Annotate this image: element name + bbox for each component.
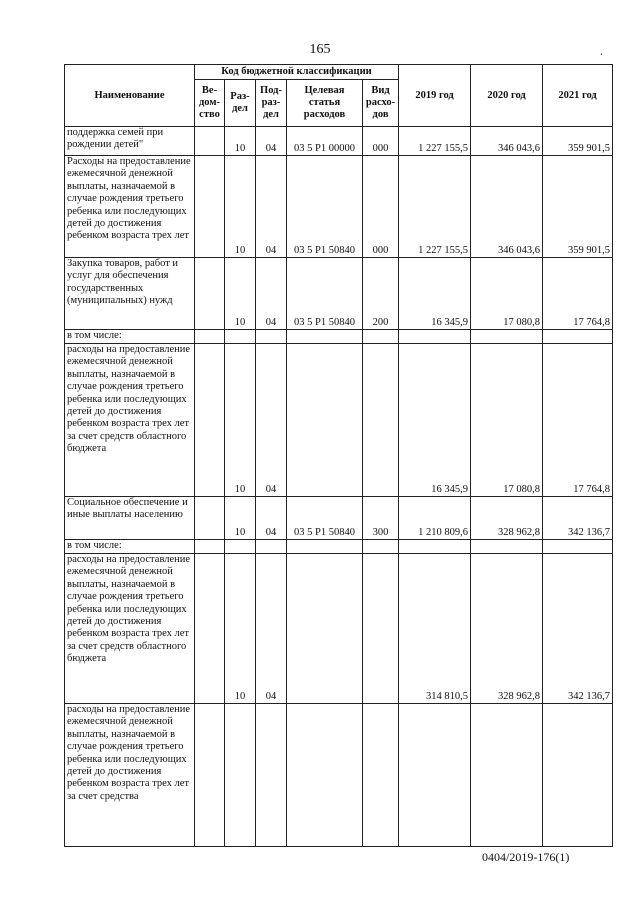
cell-razdel: 10 [225,344,256,497]
header-podrazdel: Под- раз- дел [256,80,287,127]
cell-razdel: 10 [225,497,256,540]
cell-2019: 1 210 809,6 [399,497,471,540]
header-2020: 2020 год [471,65,543,127]
cell-2020: 17 080,8 [471,344,543,497]
header-celevaya: Целевая статья расходов [287,80,363,127]
budget-table [64,64,613,847]
cell-2020: 328 962,8 [471,554,543,704]
cell-podrazdel: 04 [256,554,287,704]
cell-2019 [399,704,471,847]
cell-vid: 200 [363,258,399,330]
cell-2020 [471,704,543,847]
cell-name: расходы на предоставление ежемесячной денежной выплаты, назначаемой в случае рождения третьего ребенка или последующих детей до достижения ребенком возраста трех лет за счет средства [65,704,195,847]
cell-2021: 359 901,5 [543,156,613,258]
cell-2021: 17 764,8 [543,258,613,330]
cell-razdel: 10 [225,258,256,330]
header-vid: Вид расхо- дов [363,80,399,127]
cell-2019 [399,540,471,554]
table-row [65,554,613,704]
cell-razdel [225,540,256,554]
cell-name: поддержка семей при рождении детей" [65,127,195,156]
cell-2021: 342 136,7 [543,554,613,704]
cell-2020: 17 080,8 [471,258,543,330]
cell-celevaya: 03 5 P1 50840 [287,497,363,540]
cell-razdel [225,704,256,847]
table-row [65,258,613,330]
header-2019: 2019 год [399,65,471,127]
cell-celevaya [287,330,363,344]
cell-vid [363,554,399,704]
cell-vid: 000 [363,127,399,156]
cell-vedomstvo [195,540,225,554]
cell-celevaya: 03 5 P1 00000 [287,127,363,156]
cell-name: Расходы на предоставление ежемесячной денежной выплаты, назначаемой в случае рождения третьего ребенка или последующих детей до достижения ребенком возраста трех лет [65,156,195,258]
table-row [65,344,613,497]
cell-podrazdel: 04 [256,344,287,497]
cell-celevaya [287,344,363,497]
cell-podrazdel [256,330,287,344]
cell-celevaya [287,704,363,847]
table-row [65,330,613,344]
cell-2021 [543,540,613,554]
cell-2019: 1 227 155,5 [399,127,471,156]
cell-2020: 328 962,8 [471,497,543,540]
cell-vedomstvo [195,704,225,847]
header-classification-group: Код бюджетной классификации [195,65,399,80]
cell-razdel: 10 [225,156,256,258]
cell-celevaya [287,540,363,554]
cell-razdel: 10 [225,554,256,704]
cell-name: расходы на предоставление ежемесячной денежной выплаты, назначаемой в случае рождения третьего ребенка или последующих детей до достижения ребенком возраста трех лет за счет средств областного бюджета [65,344,195,497]
cell-vedomstvo [195,127,225,156]
cell-podrazdel: 04 [256,127,287,156]
cell-2021 [543,704,613,847]
cell-vid [363,330,399,344]
table-body [65,127,613,847]
cell-vedomstvo [195,554,225,704]
page-mark: . [600,44,603,58]
cell-vedomstvo [195,258,225,330]
cell-vid [363,344,399,497]
cell-2019: 16 345,9 [399,344,471,497]
cell-2019: 1 227 155,5 [399,156,471,258]
cell-celevaya [287,554,363,704]
cell-2020 [471,330,543,344]
cell-podrazdel: 04 [256,258,287,330]
cell-2021: 359 901,5 [543,127,613,156]
cell-razdel: 10 [225,127,256,156]
cell-2019 [399,330,471,344]
table-row [65,704,613,847]
document-code: 0404/2019-176(1) [482,850,570,864]
cell-podrazdel [256,704,287,847]
cell-celevaya: 03 5 P1 50840 [287,258,363,330]
cell-name: расходы на предоставление ежемесячной денежной выплаты, назначаемой в случае рождения третьего ребенка или последующих детей до достижения ребенком возраста трех лет за счет средств областного бюджета [65,554,195,704]
cell-2021 [543,330,613,344]
table-row [65,497,613,540]
header-razdel: Раз- дел [225,80,256,127]
header-row-1 [65,65,613,80]
cell-vedomstvo [195,497,225,540]
cell-2020: 346 043,6 [471,156,543,258]
cell-vid: 300 [363,497,399,540]
cell-podrazdel: 04 [256,156,287,258]
cell-name: в том числе: [65,330,195,344]
header-name: Наименование [65,65,195,127]
cell-vedomstvo [195,156,225,258]
cell-2020: 346 043,6 [471,127,543,156]
cell-2021: 17 764,8 [543,344,613,497]
header-2021: 2021 год [543,65,613,127]
cell-celevaya: 03 5 P1 50840 [287,156,363,258]
cell-2021: 342 136,7 [543,497,613,540]
header-vedomstvo: Ве- дом- ство [195,80,225,127]
page-number: 165 [309,42,331,57]
table-row [65,540,613,554]
cell-vedomstvo [195,344,225,497]
cell-2020 [471,540,543,554]
cell-name: Закупка товаров, работ и услуг для обеспечения государственных (муниципальных) нужд [65,258,195,330]
cell-podrazdel [256,540,287,554]
cell-2019: 16 345,9 [399,258,471,330]
table-row [65,127,613,156]
cell-2019: 314 810,5 [399,554,471,704]
cell-vedomstvo [195,330,225,344]
cell-vid: 000 [363,156,399,258]
cell-vid [363,704,399,847]
cell-razdel [225,330,256,344]
table-row [65,156,613,258]
cell-vid [363,540,399,554]
cell-name: Социальное обеспечение и иные выплаты населению [65,497,195,540]
cell-name: в том числе: [65,540,195,554]
cell-podrazdel: 04 [256,497,287,540]
